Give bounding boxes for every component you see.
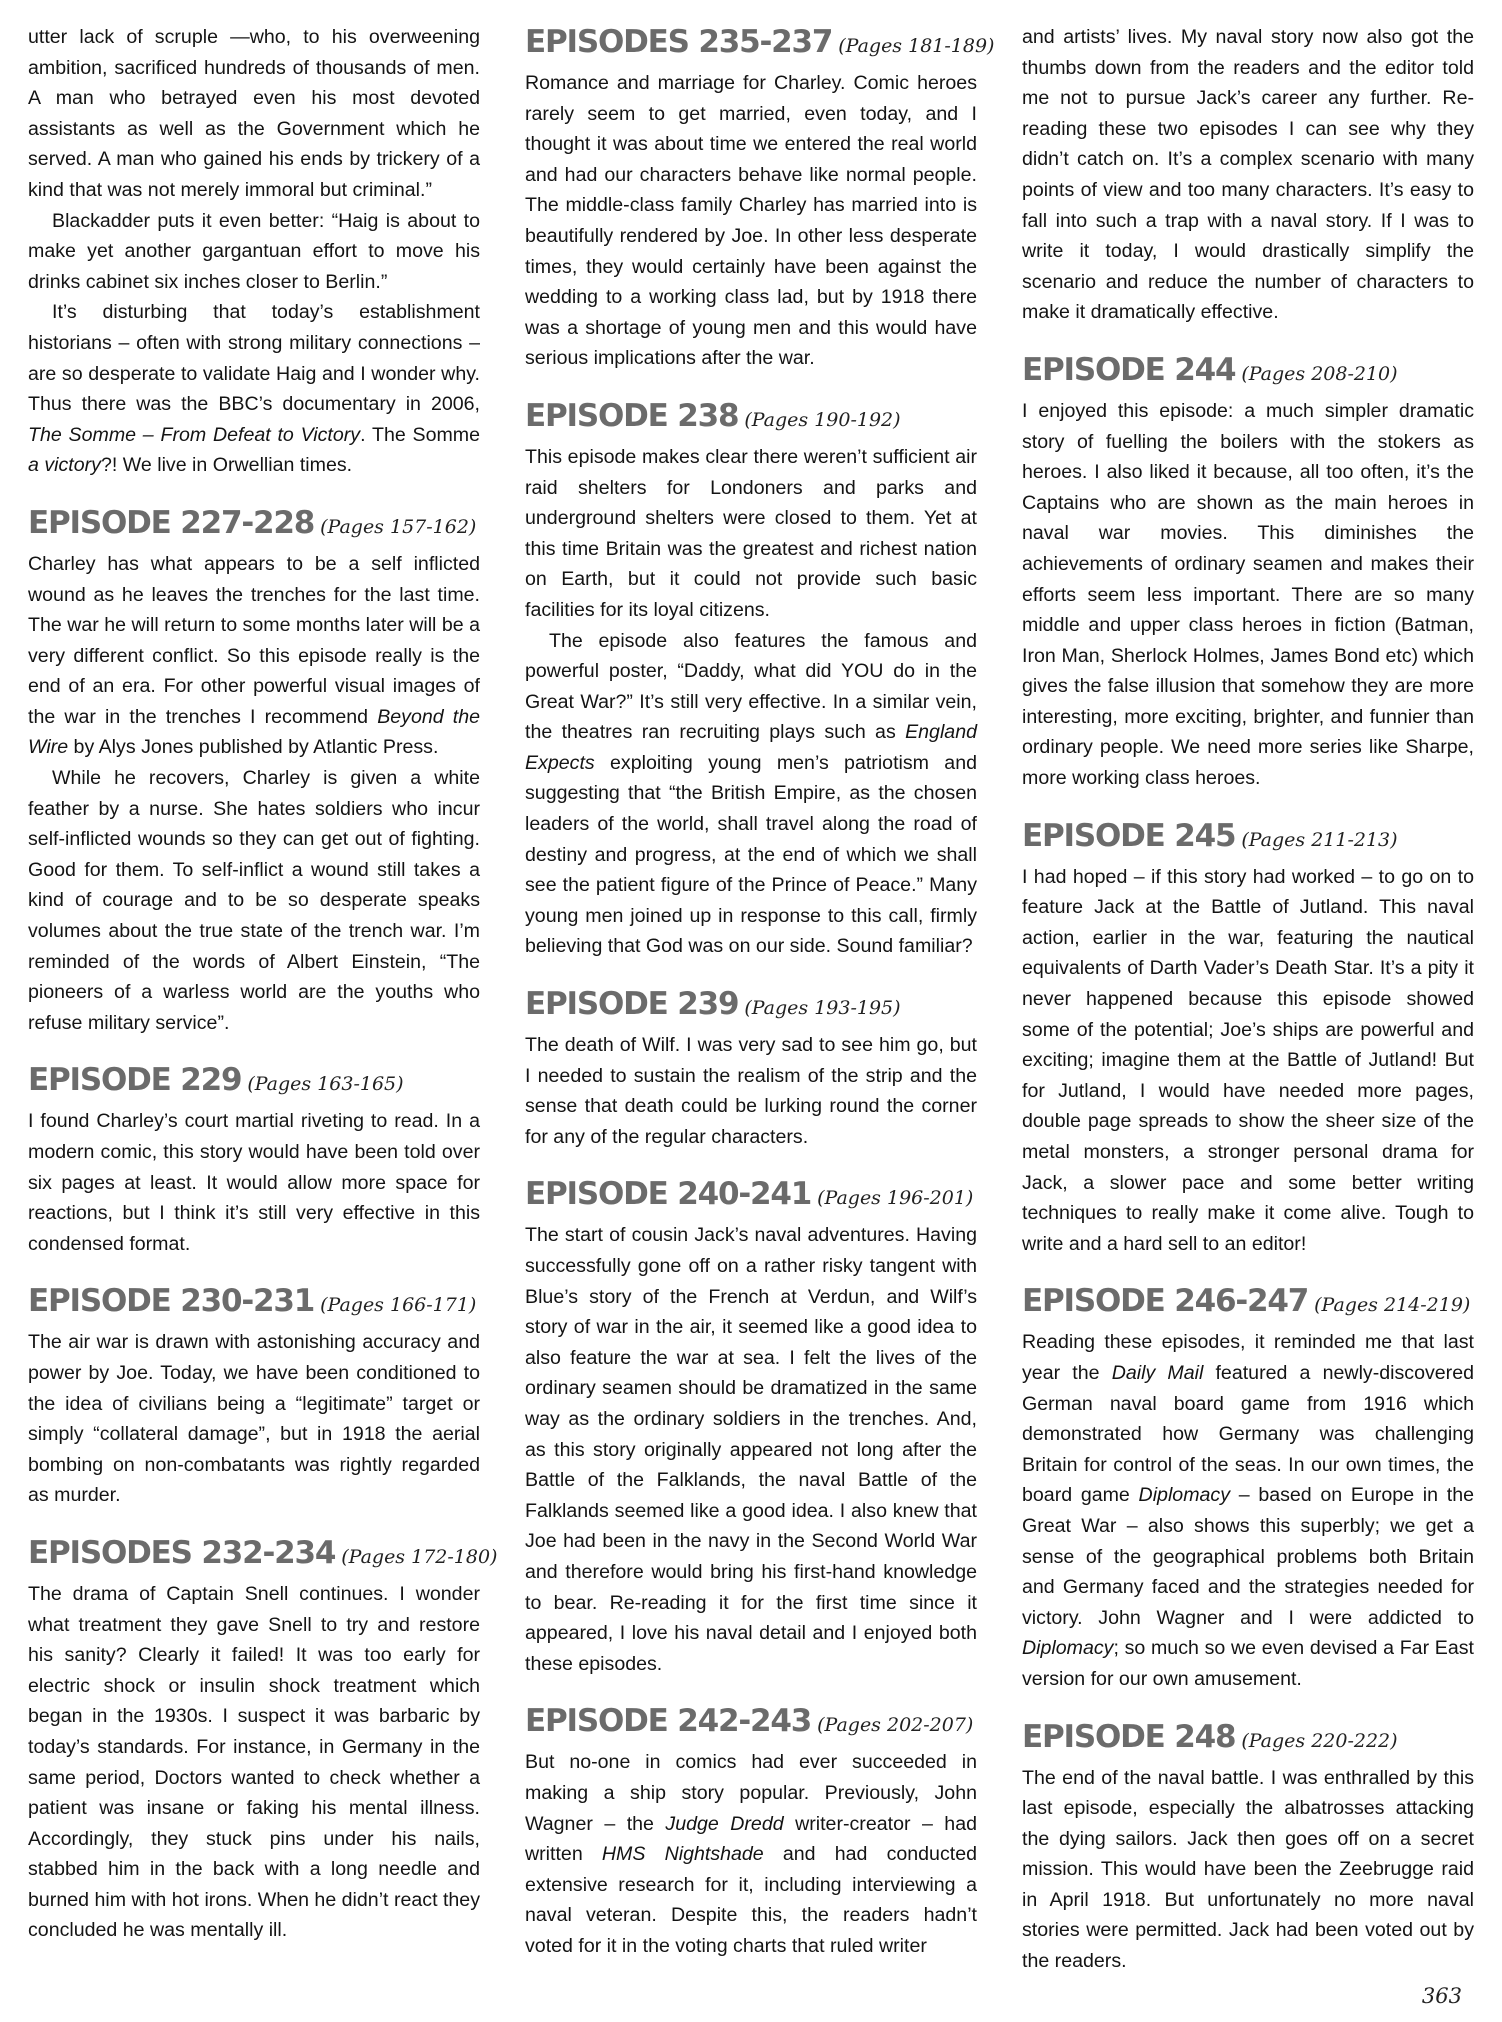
episode-heading: EPISODE 245 (Pages 211-213): [1022, 817, 1398, 854]
paragraph: The start of cousin Jack’s naval adventures. Having successfully gone off on a rather risky tangent with Blue’s story of the French at Verdun, and Wilf’s story of war in the air, it seemed like a good idea to also feature the war at sea. I felt the lives of the ordinary seamen should be dramatized in the same way as the ordinary soldiers in the trenches. And, as this story originally appeared not long after the Battle of the Falklands, the naval Battle of the Falklands seemed like a good idea. I also knew that Joe had been in the navy in the Second World War and therefore would bring his first-hand knowledge to bear. Re-reading it for the first time since it appeared, I love his naval detail and I enjoyed both these episodes.: [525, 1224, 977, 1675]
paragraph: I found Charley’s court martial riveting to read. In a modern comic, this story would have been told over six pages at least. It would allow more space for reactions, but I think it’s still very effective in this condensed format.: [28, 1110, 480, 1255]
paragraph: I had hoped – if this story had worked – to go on to feature Jack at the Battle of Jutland. This naval action, earlier in the war, featuring the nautical equivalents of Darth Vader’s Death Star. It’s a pity it never happened because this episode showed some of the potential; Joe’s ships are powerful and exciting; imagine them at the Battle of Jutland! But for Jutland, I would have needed more pages, double page spreads to show the sheer size of the metal monsters, a stronger personal drama for Jack, a slower pace and some better writing techniques to really make it come alive. Tough to write and a hard sell to an editor!: [1022, 865, 1474, 1255]
episode-heading: EPISODE 240-241 (Pages 196-201): [525, 1176, 974, 1213]
paragraph: The death of Wilf. I was very sad to see him go, but I needed to sustain the realism of the strip and the sense that death could be lurking round the corner for any of the regular characters.: [525, 1034, 977, 1148]
paragraph: This episode makes clear there weren’t sufficient air raid shelters for Londoners and parks and underground shelters were closed to them. Yet at this time Britain was the greatest and richest nation on Earth, but it could not provide such basic facilities for its loyal citizens.: [525, 445, 977, 621]
episode-heading: EPISODE 246-247 (Pages 214-219): [1022, 1283, 1471, 1320]
paragraph: It’s disturbing that today’s establishment historians – often with strong military connections – are so desperate to validate Haig and I wonder why. Thus there was the BBC’s documentary in 2006, The Somme – From Defeat to Victory. The Somme a victory?! We live in Orwellian times.: [28, 301, 481, 477]
paragraph: The episode also features the famous and powerful poster, “Daddy, what did YOU do in the Great War?” It’s still very effective. In a similar vein, the theatres ran recruiting plays such as England Expects exploiting young men’s patriotism and suggesting that “the British Empire, as the chosen leaders of the world, shall travel along the road of destiny and progress, at the end of which we shall see the patient figure of the Prince of Peace.” Many young men joined up in response to this call, firmly believing that God was on our side. Sound familiar?: [525, 629, 977, 958]
column-3: [1022, 22, 1474, 1982]
paragraph: I enjoyed this episode: a much simpler dramatic story of fuelling the boilers with the stokers as heroes. I also liked it because, all too often, it’s the Captains who are shown as the main heroes in naval war movies. This diminishes the achievements of ordinary seamen and makes their efforts seem less important. There are so many middle and upper class heroes in fiction (Batman, Iron Man, Sherlock Holmes, James Bond etc) which gives the false illusion that somehow they are more interesting, more exciting, brighter, and funnier than ordinary people. We need more series like Sharpe, more working class heroes.: [1022, 399, 1474, 790]
paragraph: utter lack of scruple —who, to his overweening ambition, sacrificed hundreds of thousands of men. A man who betrayed even his most devoted assistants as well as the Government which he served. A man who gained his ends by trickery of a kind that was not merely immoral but criminal.”: [28, 26, 480, 201]
paragraph: But no-one in comics had ever succeeded in making a ship story popular. Previously, John Wagner – the Judge Dredd writer-creator – had written HMS Nightshade and had conducted extensive research for it, including interviewing a naval veteran. Despite this, the readers hadn’t voted for it in the voting charts that ruled writer: [525, 1751, 977, 1957]
episode-heading: EPISODE 229 (Pages 163-165): [28, 1062, 404, 1099]
paragraph: Blackadder puts it even better: “Haig is about to make yet another gargantuan effort to move his drinks cabinet six inches closer to Berlin.”: [28, 209, 480, 293]
episode-heading: EPISODE 238 (Pages 190-192): [525, 397, 901, 434]
paragraph: and artists’ lives. My naval story now also got the thumbs down from the readers and the editor told me not to pursue Jack’s career any further. Re-reading these two episodes I can see why they didn’t catch on. It’s a complex scenario with many points of view and too many characters. It’s easy to fall into such a trap with a naval story. If I was to write it today, I would drastically simplify the scenario and reduce the number of characters to make it dramatically effective.: [1022, 26, 1474, 324]
paragraph: Romance and marriage for Charley. Comic heroes rarely seem to get married, even today, and I thought it was about time we entered the real world and had our characters behave like normal people. The middle-class family Charley has married into is beautifully rendered by Joe. In other less desperate times, they would certainly have been against the wedding to a working class lad, but by 1918 there was a shortage of young men and this would have serious implications after the war.: [525, 72, 977, 370]
paragraph: The end of the naval battle. I was enthralled by this last episode, especially the albatrosses attacking the dying sailors. Jack then goes off on a secret mission. This would have been the Zeebrugge raid in April 1918. But unfortunately no more naval stories were permitted. Jack had been voted out by the readers.: [1022, 1766, 1474, 1973]
episode-heading: EPISODES 232-234 (Pages 172-180): [28, 1534, 498, 1571]
paragraph: While he recovers, Charley is given a white feather by a nurse. She hates soldiers who incur self-inflicted wounds so they can get out of fighting. Good for them. To self-inflict a wound still takes a kind of courage and to be so desperate speaks volumes about the true state of the trench war. I’m reminded of the words of Albert Einstein, “The pioneers of a warless world are the youths who refuse military service”.: [28, 767, 480, 1034]
episode-heading: EPISODE 227-228 (Pages 157-162): [28, 504, 477, 541]
episode-heading: EPISODE 239 (Pages 193-195): [525, 986, 901, 1023]
episode-heading: EPISODE 230-231 (Pages 166-171): [28, 1283, 477, 1320]
column-2: [525, 22, 995, 1982]
page: [28, 22, 1474, 1982]
paragraph: Reading these episodes, it reminded me that last year the Daily Mail featured a newly-discovered German naval board game from 1916 which demonstrated how Germany was challenging Britain for control of the seas. In our own times, the board game Diplomacy – based on Europe in the Great War – also shows this superbly; we get a sense of the geographical problems both Britain and Germany faced and the strategies needed for victory. John Wagner and I were addicted to Diplomacy; so much so we even devised a Far East version for our own amusement.: [1022, 1331, 1474, 1690]
episode-heading: EPISODE 242-243 (Pages 202-207): [525, 1703, 974, 1740]
paragraph: The air war is drawn with astonishing accuracy and power by Joe. Today, we have been conditioned to the idea of civilians being a “legitimate” target or simply “collateral damage”, but in 1918 the aerial bombing on non-combatants was rightly regarded as murder.: [28, 1331, 480, 1507]
episode-heading: EPISODE 244 (Pages 208-210): [1022, 351, 1398, 388]
episode-heading: EPISODE 248 (Pages 220-222): [1022, 1718, 1398, 1755]
episode-heading: EPISODES 235-237 (Pages 181-189): [525, 24, 995, 60]
paragraph: The drama of Captain Snell continues. I wonder what treatment they gave Snell to try and restore his sanity? Clearly it failed! It was too early for electric shock or insulin shock treatment which began in the 1930s. I suspect it was barbaric by today’s standards. For instance, in Germany in the same period, Doctors wanted to check whether a patient was insane or faking his mental illness. Accordingly, they stuck pins under his nails, stabbed him in the back with a long needle and burned him with hot irons. When he didn’t react they concluded he was mentally ill.: [28, 1582, 480, 1942]
paragraph: Charley has what appears to be a self inflicted wound as he leaves the trenches for the last time. The war he will return to some months later will be a very different conflict. So this episode really is the end of an era. For other powerful visual images of the war in the trenches I recommend Beyond the Wire by Alys Jones published by Atlantic Press.: [28, 552, 480, 759]
column-1: [28, 22, 498, 1982]
page-number: 363: [1421, 1984, 1462, 2008]
